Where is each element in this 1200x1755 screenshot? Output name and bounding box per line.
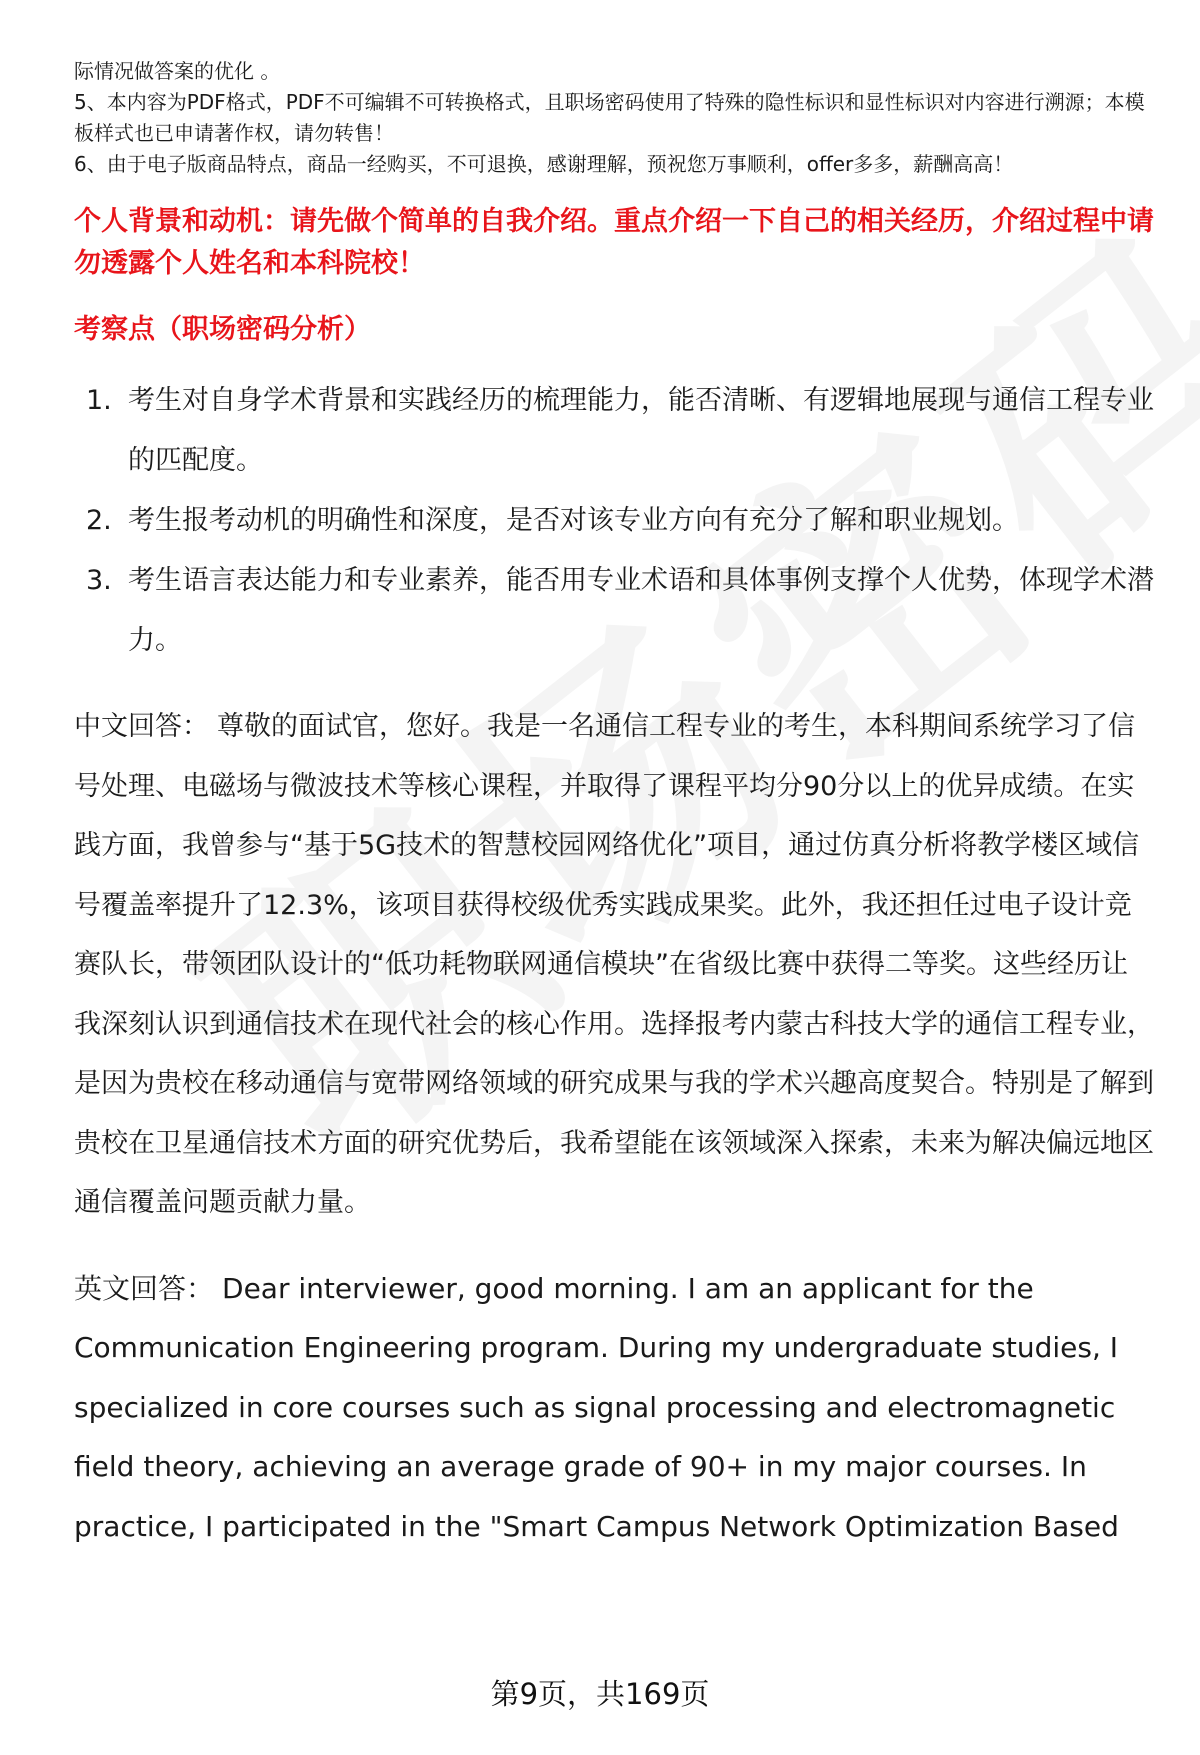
page-content — [74, 56, 1154, 1556]
notice-line: 5、本内容为PDF格式，PDF不可编辑不可转换格式，且职场密码使用了特殊的隐性标识和显性标识对内容进行溯源；本模板样式也已申请著作权，请勿转售！ — [74, 90, 1145, 145]
english-answer — [74, 1259, 1154, 1557]
assessment-points-list — [74, 371, 1154, 671]
points-title: 考察点（职场密码分析） — [74, 314, 371, 345]
page-number-footer: 第9页，共169页 — [490, 1677, 710, 1711]
notice-line: 际情况做答案的优化 。 — [74, 59, 281, 83]
list-item-number: 3. — [86, 565, 112, 596]
notice-block — [74, 56, 1154, 180]
list-item-number: 2. — [86, 505, 112, 536]
chinese-answer-text: 尊敬的面试官，您好。我是一名通信工程专业的考生，本科期间系统学习了信号处理、电磁场与微波技术等核心课程，并取得了课程平均分90分以上的优异成绩。在实践方面，我曾参与“基于5G技术的智慧校园网络优化”项目，通过仿真分析将教学楼区域信号覆盖率提升了12.3%，该项目获得校级优秀实践成果奖。此外，我还担任过电子设计竞赛队长，带领团队设计的“低功耗物联网通信模块”在省级比赛中获得二等奖。这些经历让我深刻认识到通信技术在现代社会的核心作用。选择报考内蒙古科技大学的通信工程专业，是因为贵校在移动通信与宽带网络领域的研究成果与我的学术兴趣高度契合。特别是了解到贵校在卫星通信技术方面的研究优势后，我希望能在该领域深入探索，未来为解决偏远地区通信覆盖问题贡献力量。 — [74, 711, 1154, 1218]
list-item-text: 考生对自身学术背景和实践经历的梳理能力，能否清晰、有逻辑地展现与通信工程专业的匹配度。 — [128, 385, 1154, 476]
chinese-answer — [74, 697, 1154, 1233]
english-answer-label: 英文回答： — [74, 1271, 215, 1305]
english-answer-text: Dear interviewer, good morning. I am an applicant for the Communication Engineering program. During my undergraduate studies, I specialized in core courses such as signal processing and electromagnetic field theory, achieving an average grade of 90+ in my major courses. In practice, I participated in the "Smart Campus Network Optimization Based — [74, 1271, 1119, 1543]
list-item-text: 考生语言表达能力和专业素养，能否用专业术语和具体事例支撑个人优势，体现学术潜力。 — [128, 565, 1154, 656]
list-item-text: 考生报考动机的明确性和深度，是否对该专业方向有充分了解和职业规划。 — [128, 505, 1019, 536]
section-title: 个人背景和动机：请先做个简单的自我介绍。重点介绍一下自己的相关经历，介绍过程中请勿透露个人姓名和本科院校！ — [74, 206, 1154, 279]
list-item-number: 1. — [86, 385, 112, 416]
list-item — [74, 491, 1154, 551]
list-item — [74, 551, 1154, 671]
notice-line: 6、由于电子版商品特点，商品一经购买，不可退换，感谢理解，预祝您万事顺利，offer多多，薪酬高高！ — [74, 152, 1014, 176]
list-item — [74, 371, 1154, 491]
chinese-answer-label: 中文回答： — [74, 711, 209, 742]
